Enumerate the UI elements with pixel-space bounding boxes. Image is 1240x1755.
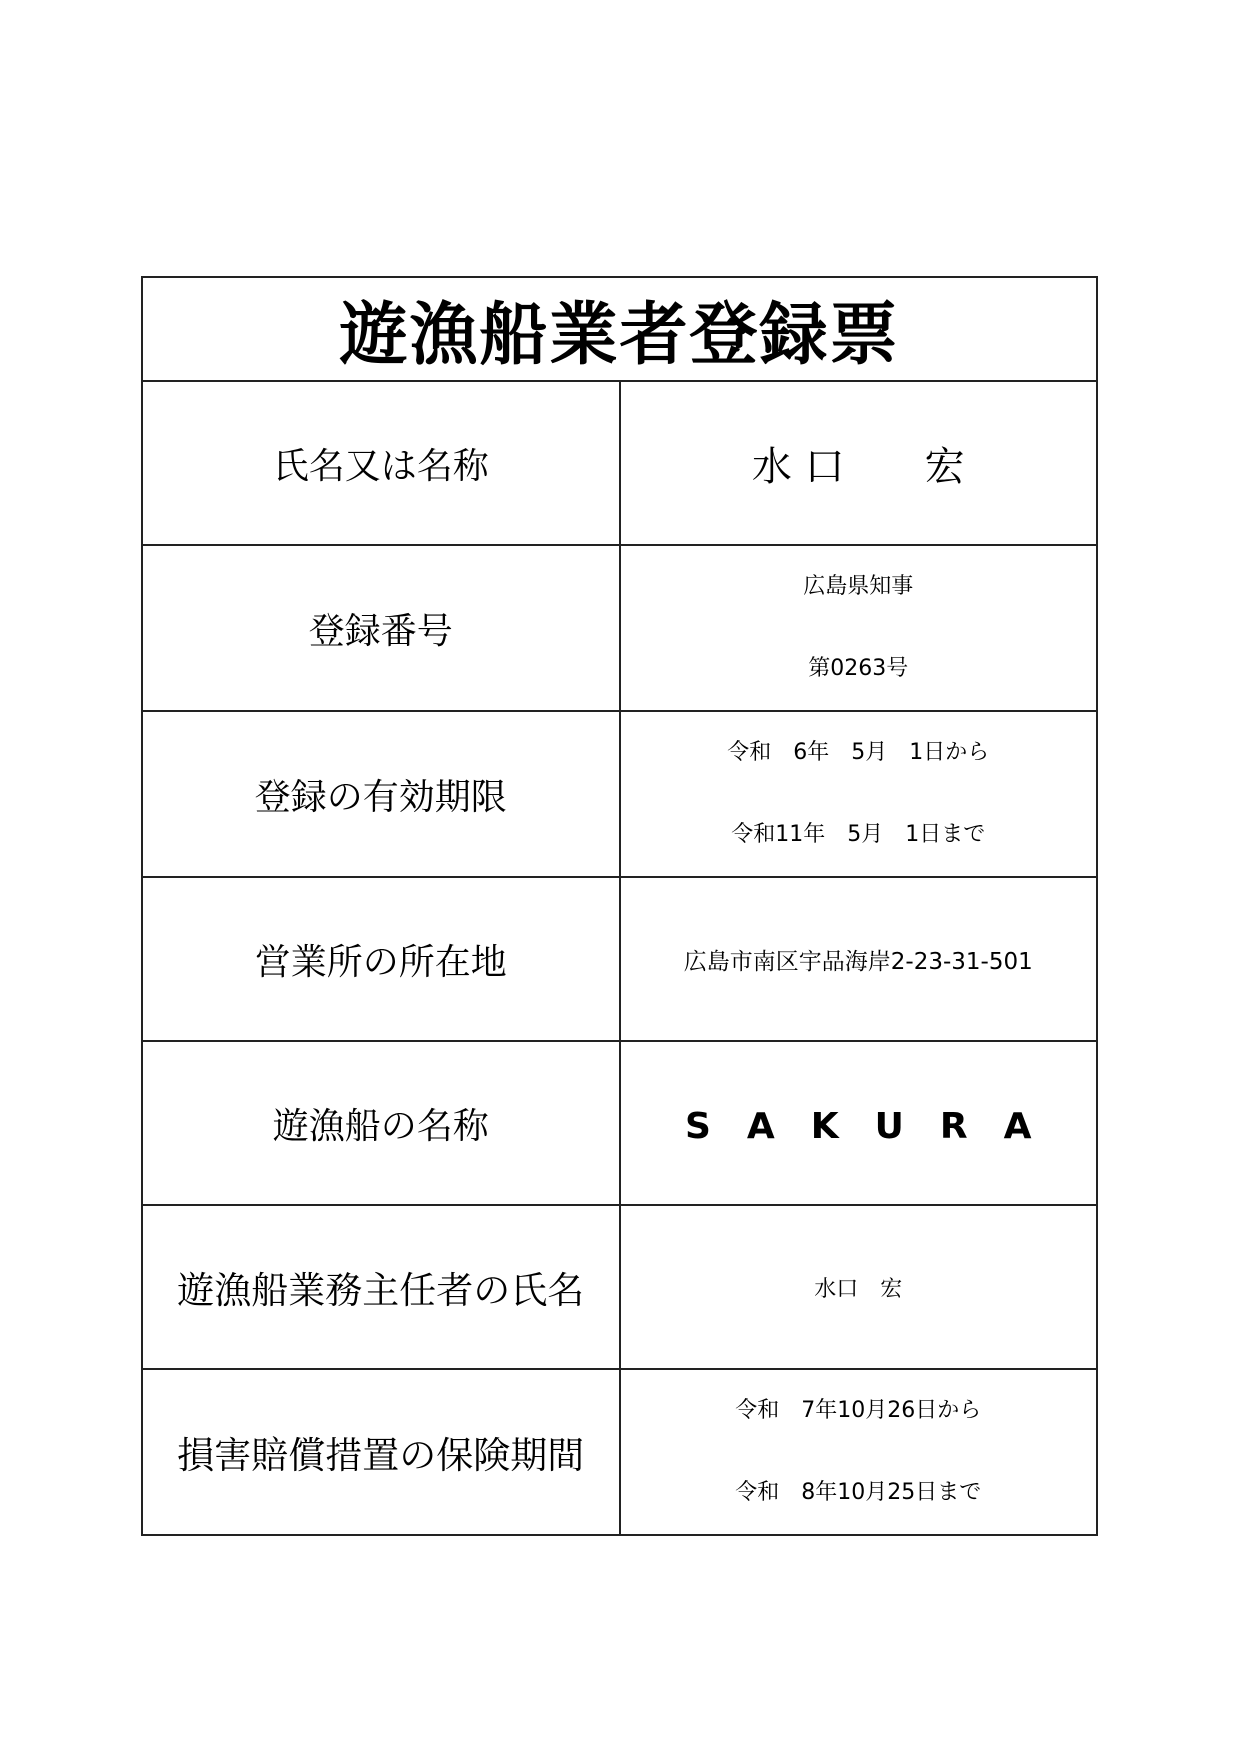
insurance-end: 令和 8年10月25日まで <box>735 1480 982 1505</box>
label-validity: 登録の有効期限 <box>142 711 620 877</box>
value-boat-name <box>620 1041 1098 1205</box>
value-name <box>620 381 1098 545</box>
operator-name: 水 口 宏 <box>751 443 965 490</box>
boat-name: S A K U R A <box>684 1105 1032 1147</box>
label-insurance-period: 損害賠償措置の保険期間 <box>142 1369 620 1535</box>
document-title: 遊漁船業者登録票 <box>142 277 1097 381</box>
table-row-name <box>142 381 1097 545</box>
label-manager: 遊漁船業務主任者の氏名 <box>142 1205 620 1369</box>
value-office-address: 広島市南区宇品海岸2-23-31-501 <box>620 877 1098 1041</box>
table-row-office-address <box>142 877 1097 1041</box>
registration-number: 第0263号 <box>808 656 909 681</box>
label-office-address: 営業所の所在地 <box>142 877 620 1041</box>
value-registration-number <box>620 545 1098 711</box>
table-row-registration-number <box>142 545 1097 711</box>
registration-issuer: 広島県知事 <box>803 574 914 599</box>
validity-start: 令和 6年 5月 1日から <box>727 740 990 765</box>
table-row-insurance-period <box>142 1369 1097 1535</box>
label-boat-name: 遊漁船の名称 <box>142 1041 620 1205</box>
validity-end: 令和11年 5月 1日まで <box>731 822 986 847</box>
label-name: 氏名又は名称 <box>142 381 620 545</box>
table-row-manager <box>142 1205 1097 1369</box>
registration-table <box>141 276 1098 1536</box>
table-row-validity <box>142 711 1097 877</box>
label-registration-number: 登録番号 <box>142 545 620 711</box>
insurance-start: 令和 7年10月26日から <box>735 1398 982 1423</box>
value-insurance-period <box>620 1369 1098 1535</box>
value-manager: 水口 宏 <box>620 1205 1098 1369</box>
value-validity <box>620 711 1098 877</box>
table-row-boat-name <box>142 1041 1097 1205</box>
